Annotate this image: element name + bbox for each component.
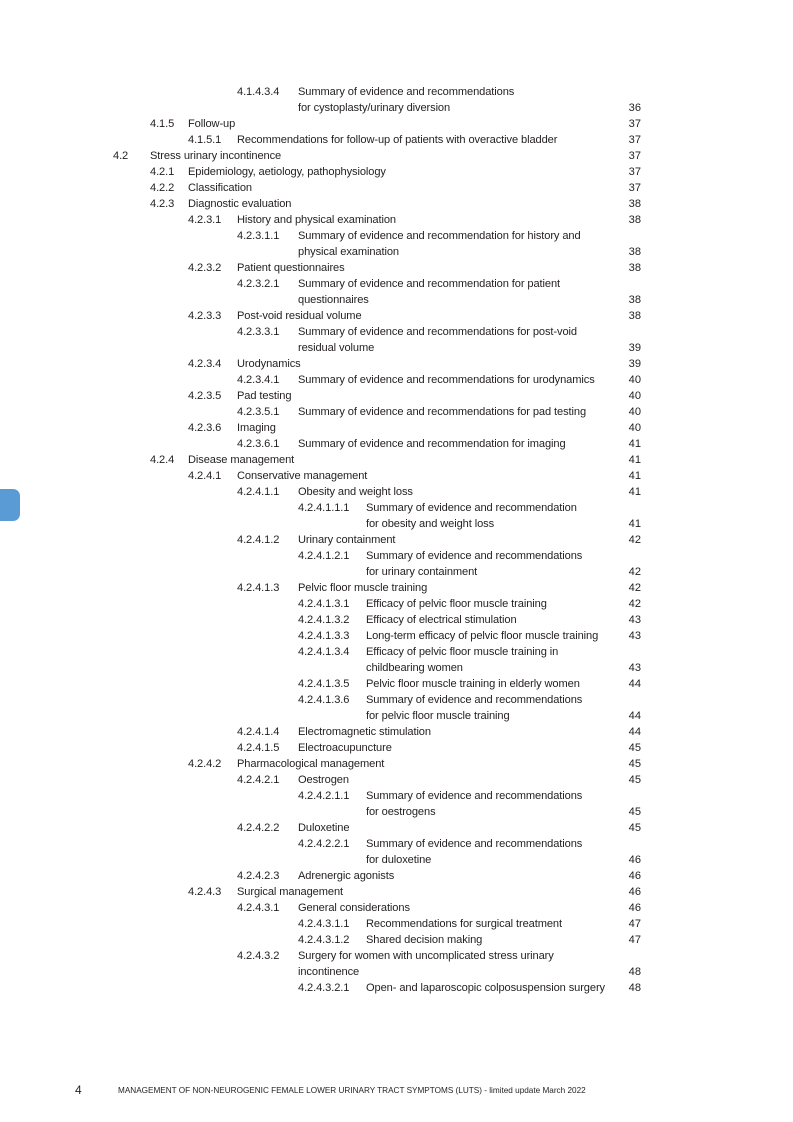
toc-entry-title[interactable]: Pharmacological management <box>237 758 385 770</box>
toc-entry-page-number[interactable]: 36 <box>628 102 641 114</box>
toc-entry-page-number[interactable]: 41 <box>628 486 641 498</box>
toc-entry-number: 4.2.3.4.1 <box>237 374 280 386</box>
toc-entry-title[interactable]: Urinary containment <box>298 534 396 546</box>
toc-entry-number: 4.2.3.6 <box>188 422 222 434</box>
toc-entry-number: 4.2.4.3.1.1 <box>298 918 350 930</box>
toc-entry-title[interactable]: Surgical management <box>237 886 344 898</box>
toc-entry-page-number[interactable]: 41 <box>628 454 641 466</box>
toc-entry-page-number[interactable]: 45 <box>628 742 641 754</box>
toc-entry-title[interactable]: Follow-up <box>188 118 236 130</box>
toc-entry-title[interactable]: Summary of evidence and recommendations <box>366 550 583 562</box>
toc-entry-page-number[interactable]: 38 <box>628 246 641 258</box>
toc-entry-page-number[interactable]: 40 <box>628 406 641 418</box>
toc-entry-number: 4.2.4.3 <box>188 886 222 898</box>
toc-entry-title[interactable]: for oestrogens <box>366 806 436 818</box>
toc-entry-number: 4.2.4.2 <box>188 758 222 770</box>
toc-entry-page-number[interactable]: 42 <box>628 534 641 546</box>
toc-entry-page-number[interactable]: 42 <box>628 598 641 610</box>
toc-entry-title[interactable]: for urinary containment <box>366 566 478 578</box>
toc-entry-title[interactable]: Pelvic floor muscle training in elderly women <box>366 678 580 690</box>
toc-entry-number: 4.2.4.1.3.6 <box>298 694 350 706</box>
toc-entry-title[interactable]: childbearing women <box>366 662 463 674</box>
toc-entry-number: 4.2.4.1.2 <box>237 534 280 546</box>
toc-entry-page-number[interactable]: 47 <box>628 934 641 946</box>
toc-entry-page-number[interactable]: 43 <box>628 662 641 674</box>
toc-entry-number: 4.2.4.2.2.1 <box>298 838 350 850</box>
toc-entry-number: 4.2.3.2.1 <box>237 278 280 290</box>
toc-entry-title[interactable]: for duloxetine <box>366 854 432 866</box>
toc-entry-page-number[interactable]: 38 <box>628 310 641 322</box>
toc-entry-number: 4.1.5 <box>150 118 175 130</box>
toc-entry-number: 4.2.4.1.3.2 <box>298 614 350 626</box>
toc-entry-title[interactable]: Efficacy of pelvic floor muscle training in <box>366 646 559 658</box>
toc-entry-page-number[interactable]: 43 <box>628 614 641 626</box>
toc-entry-page-number[interactable]: 48 <box>628 966 641 978</box>
toc-entry-number: 4.2.4.2.2 <box>237 822 280 834</box>
toc-entry-page-number[interactable]: 42 <box>628 582 641 594</box>
toc-entry-page-number[interactable]: 44 <box>628 710 641 722</box>
toc-entry-title[interactable]: Efficacy of pelvic floor muscle training <box>366 598 547 610</box>
toc-entry-title[interactable]: Imaging <box>237 422 276 434</box>
toc-entry-title[interactable]: residual volume <box>298 342 375 354</box>
toc-entry-page-number[interactable]: 37 <box>628 182 641 194</box>
chapter-tab-marker <box>0 489 20 521</box>
toc-entry-number: 4.2.4.1.3.5 <box>298 678 350 690</box>
toc-entry-number: 4.2.4.3.1.2 <box>298 934 350 946</box>
toc-entry-number: 4.2.4.1 <box>188 470 222 482</box>
toc-entry-title[interactable]: Summary of evidence and recommendations <box>366 694 583 706</box>
toc-entry-title[interactable]: Patient questionnaires <box>237 262 345 274</box>
toc-entry-number: 4.2.4.1.1.1 <box>298 502 350 514</box>
toc-entry-title[interactable]: Summary of evidence and recommendation <box>366 502 577 514</box>
toc-entry-number: 4.2.1 <box>150 166 175 178</box>
toc-entry-title[interactable]: Disease management <box>188 454 295 466</box>
toc-entry-title[interactable]: Recommendations for follow-up of patients with overactive bladder <box>237 134 558 146</box>
toc-entry-page-number[interactable]: 45 <box>628 758 641 770</box>
toc-entry-number: 4.2.4.2.1 <box>237 774 280 786</box>
toc-entry-title[interactable]: Summary of evidence and recommendations <box>298 86 515 98</box>
toc-entry-number: 4.2.3.4 <box>188 358 222 370</box>
toc-entry-page-number[interactable]: 37 <box>628 118 641 130</box>
toc-entry-number: 4.2.3.5.1 <box>237 406 280 418</box>
toc-entry-title[interactable]: Duloxetine <box>298 822 350 834</box>
toc-entry-page-number[interactable]: 45 <box>628 822 641 834</box>
toc-entry-number: 4.2.3.5 <box>188 390 222 402</box>
toc-entry-page-number[interactable]: 38 <box>628 214 641 226</box>
toc-entry-page-number[interactable]: 42 <box>628 566 641 578</box>
toc-entry-title[interactable]: Electroacupuncture <box>298 742 392 754</box>
toc-entry-title[interactable]: Summary of evidence and recommendations <box>366 838 583 850</box>
toc-entry-title[interactable]: Summary of evidence and recommendation for imaging <box>298 438 566 450</box>
toc-entry-page-number[interactable]: 47 <box>628 918 641 930</box>
toc-entry-number: 4.2.4.3.1 <box>237 902 280 914</box>
toc-entry-number: 4.2.4.1.4 <box>237 726 280 738</box>
toc-entry-page-number[interactable]: 38 <box>628 294 641 306</box>
toc-entry-number: 4.1.4.3.4 <box>237 86 280 98</box>
toc-entry-page-number[interactable]: 46 <box>628 854 641 866</box>
toc-entry-number: 4.2.4.1.3 <box>237 582 280 594</box>
toc-entry-page-number[interactable]: 38 <box>628 198 641 210</box>
toc-entry-page-number[interactable]: 39 <box>628 358 641 370</box>
toc-entry-title[interactable]: Oestrogen <box>298 774 349 786</box>
toc-entry-page-number[interactable]: 40 <box>628 374 641 386</box>
toc-entry-title[interactable]: Pelvic floor muscle training <box>298 582 428 594</box>
toc-entry-title[interactable]: for obesity and weight loss <box>366 518 495 530</box>
toc-entry-page-number[interactable]: 46 <box>628 870 641 882</box>
toc-entry-title[interactable]: Summary of evidence and recommendation for patient <box>298 278 561 290</box>
toc-entry-title[interactable]: Long-term efficacy of pelvic floor muscle training <box>366 630 599 642</box>
toc-entry-page-number[interactable]: 41 <box>628 438 641 450</box>
toc-entry-page-number[interactable]: 43 <box>628 630 641 642</box>
toc-entry-title[interactable]: Summary of evidence and recommendations for post-void <box>298 326 577 338</box>
toc-entry-title[interactable]: Obesity and weight loss <box>298 486 413 498</box>
toc-entry-title[interactable]: Classification <box>188 182 252 194</box>
toc-entry-title[interactable]: questionnaires <box>298 294 369 306</box>
toc-entry-page-number[interactable]: 41 <box>628 470 641 482</box>
toc-entry-number: 4.2.4.3.2 <box>237 950 280 962</box>
toc-entry-number: 4.2 <box>113 150 129 162</box>
toc-entry-title[interactable]: physical examination <box>298 246 399 258</box>
toc-entry-number: 4.2.3.3.1 <box>237 326 280 338</box>
toc-entry-title[interactable]: Stress urinary incontinence <box>150 150 282 162</box>
toc-entry-title[interactable]: for cystoplasty/urinary diversion <box>298 102 451 114</box>
toc-entry-title[interactable]: Efficacy of electrical stimulation <box>366 614 517 626</box>
toc-entry-title[interactable]: Surgery for women with uncomplicated stress urinary <box>298 950 554 962</box>
toc-entry-number: 4.2.4.3.2.1 <box>298 982 350 994</box>
toc-entry-number: 4.2.4.1.3.1 <box>298 598 350 610</box>
toc-entry-title[interactable]: for pelvic floor muscle training <box>366 710 510 722</box>
toc-entry-title[interactable]: Electromagnetic stimulation <box>298 726 431 738</box>
toc-entry-page-number[interactable]: 41 <box>628 518 641 530</box>
toc-entry-number: 4.2.3.3 <box>188 310 222 322</box>
toc-entry-number: 4.2.3.2 <box>188 262 222 274</box>
toc-entry-title[interactable]: Summary of evidence and recommendations for pad testing <box>298 406 587 418</box>
toc-entry-number: 4.2.3 <box>150 198 175 210</box>
toc-entry-title[interactable]: General considerations <box>298 902 410 914</box>
toc-entry-title[interactable]: Adrenergic agonists <box>298 870 395 882</box>
toc-entry-title[interactable]: Shared decision making <box>366 934 483 946</box>
toc-entry-title[interactable]: Urodynamics <box>237 358 301 370</box>
toc-entry-page-number[interactable]: 45 <box>628 806 641 818</box>
toc-entry-page-number[interactable]: 45 <box>628 774 641 786</box>
toc-entry-title[interactable]: Epidemiology, aetiology, pathophysiology <box>188 166 386 178</box>
toc-entry-number: 4.2.4.2.1.1 <box>298 790 350 802</box>
toc-entry-title[interactable]: Post-void residual volume <box>237 310 362 322</box>
toc-entry-title[interactable]: Summary of evidence and recommendation for history and <box>298 230 581 242</box>
toc-entry-page-number[interactable]: 40 <box>628 390 641 402</box>
toc-entry-title[interactable]: Recommendations for surgical treatment <box>366 918 562 930</box>
toc-entry-page-number[interactable]: 44 <box>628 678 641 690</box>
toc-entry-page-number[interactable]: 37 <box>628 166 641 178</box>
toc-entry-number: 4.2.4 <box>150 454 175 466</box>
running-footer-title: MANAGEMENT OF NON-NEUROGENIC FEMALE LOWER URINARY TRACT SYMPTOMS (LUTS) - limited update March 2022 <box>118 1086 586 1095</box>
toc-entry-title[interactable]: Conservative management <box>237 470 368 482</box>
toc-entry-title[interactable]: History and physical examination <box>237 214 396 226</box>
toc-entry-page-number[interactable]: 46 <box>628 902 641 914</box>
toc-entry-title[interactable]: Pad testing <box>237 390 292 402</box>
toc-entry-number: 4.2.4.1.3.4 <box>298 646 350 658</box>
toc-entry-title[interactable]: Open- and laparoscopic colposuspension surgery <box>366 982 605 994</box>
toc-entry-number: 4.1.5.1 <box>188 134 222 146</box>
toc-entry-title[interactable]: Summary of evidence and recommendations for urodynamics <box>298 374 595 386</box>
toc-entry-title[interactable]: incontinence <box>298 966 360 978</box>
toc-entry-page-number[interactable]: 37 <box>628 150 641 162</box>
toc-entry-number: 4.2.3.1 <box>188 214 222 226</box>
toc-entry-title[interactable]: Summary of evidence and recommendations <box>366 790 583 802</box>
toc-entry-number: 4.2.3.6.1 <box>237 438 280 450</box>
toc-entry-number: 4.2.2 <box>150 182 175 194</box>
toc-entry-page-number[interactable]: 46 <box>628 886 641 898</box>
toc-entry-number: 4.2.4.1.3.3 <box>298 630 350 642</box>
toc-entry-page-number[interactable]: 39 <box>628 342 641 354</box>
toc-entry-title[interactable]: Diagnostic evaluation <box>188 198 292 210</box>
toc-entry-number: 4.2.4.1.5 <box>237 742 280 754</box>
toc-entry-number: 4.2.4.1.2.1 <box>298 550 350 562</box>
toc-entry-number: 4.2.4.1.1 <box>237 486 280 498</box>
toc-entry-number: 4.2.4.2.3 <box>237 870 280 882</box>
toc-entry-page-number[interactable]: 38 <box>628 262 641 274</box>
toc-entry-page-number[interactable]: 37 <box>628 134 641 146</box>
page-number: 4 <box>75 1083 82 1097</box>
toc-entry-page-number[interactable]: 44 <box>628 726 641 738</box>
toc-entry-page-number[interactable]: 48 <box>628 982 641 994</box>
toc-entry-number: 4.2.3.1.1 <box>237 230 280 242</box>
toc-entry-page-number[interactable]: 40 <box>628 422 641 434</box>
